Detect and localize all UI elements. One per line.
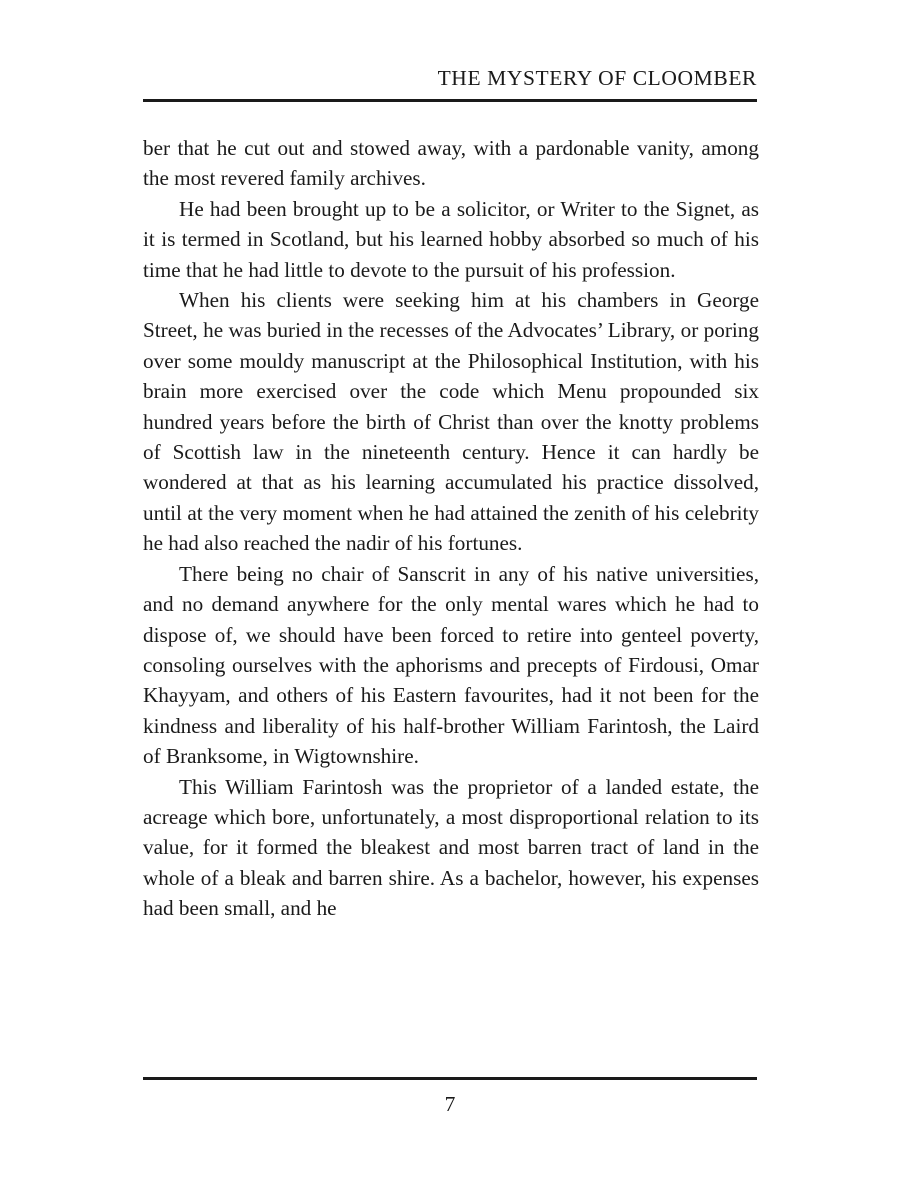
page-number: 7	[444, 1092, 456, 1116]
paragraph: He had been brought up to be a solicitor, or Writer to the Signet, as it is termed in Scotland, but his learned hobby absorbed so much of his time that he had little to devote to the pursuit of his profession.	[143, 196, 759, 282]
header-rule	[143, 99, 757, 102]
running-head-text: THE MYSTERY OF CLOOMBER	[437, 66, 757, 90]
paragraph: There being no chair of Sanscrit in any of his native universities, and no demand anywhere for the only mental wares which he had to dispose of, we should have been forced to retire into genteel poverty, consoling ourselves with the aphorisms and precepts of Firdousi, Omar Khayyam, and others of his Eastern favourites, had it not been for the kindness and liberality of his half-brother William Farintosh, the Laird of Branksome, in Wigtownshire.	[143, 561, 759, 769]
running-head	[438, 66, 757, 91]
footer-rule	[143, 1077, 757, 1080]
page-body	[143, 133, 759, 924]
paragraph: This William Farintosh was the proprietor of a landed estate, the acreage which bore, unfortunately, a most disproportional relation to its value, for it formed the bleakest and most barren tract of land in the whole of a bleak and barren shire. As a bachelor, however, his expenses had been small, and he	[143, 774, 759, 921]
paragraph: ber that he cut out and stowed away, with a pardonable vanity, among the most revered family archives.	[143, 136, 759, 191]
paragraph: When his clients were seeking him at his chambers in George Street, he was buried in the recesses of the Advocates’ Library, or poring over some mouldy manuscript at the Philosophical Institution, with his brain more exercised over the code which Menu propounded six hundred years before the birth of Christ than over the knotty problems of Scottish law in the nineteenth century. Hence it can hardly be wondered at that as his learning accumulated his practice dissolved, until at the very moment when he had attained the zenith of his celebrity he had also reached the nadir of his fortunes.	[143, 288, 759, 556]
